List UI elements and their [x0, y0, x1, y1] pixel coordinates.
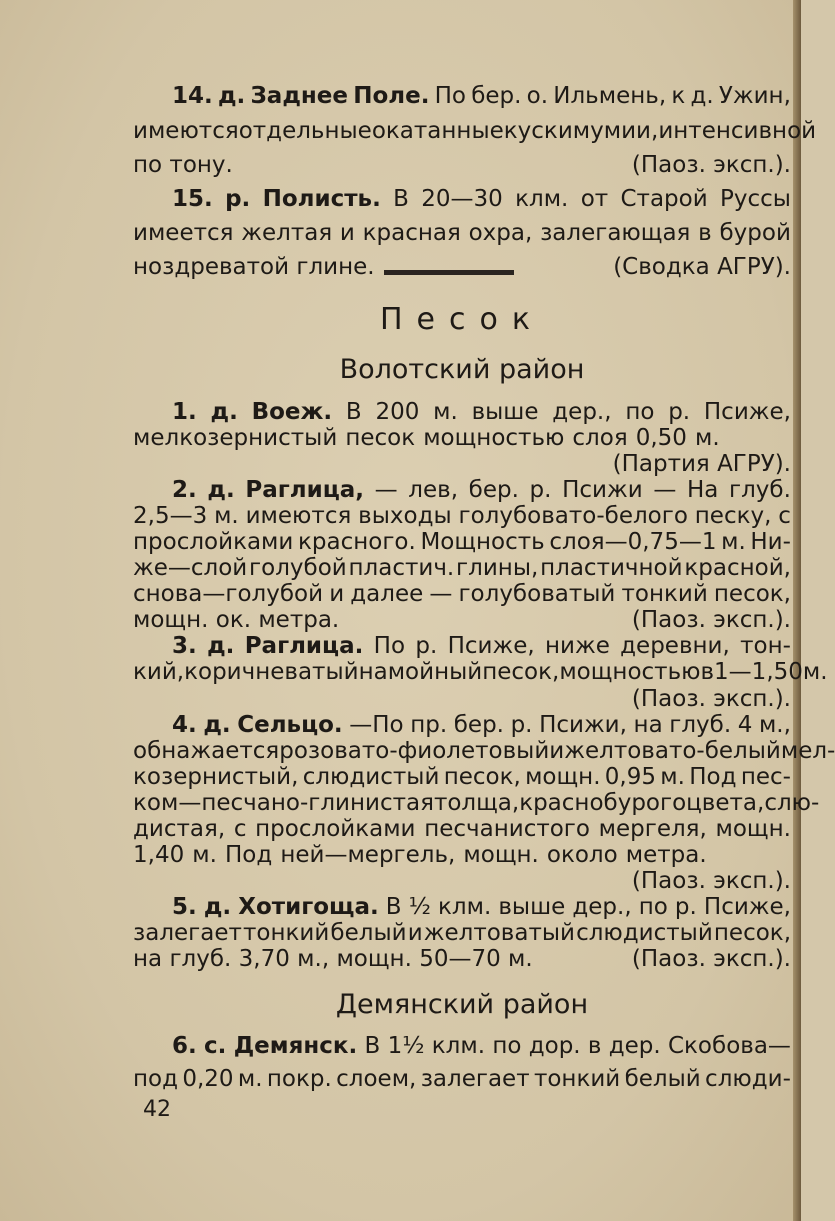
word: мелкозернистый [133, 425, 338, 451]
entry-heading-word: 4. [172, 712, 197, 738]
word: в [700, 659, 715, 685]
word: Псижи, [539, 712, 627, 738]
word: м., [758, 712, 791, 738]
word: о. [526, 83, 549, 109]
word: и [339, 220, 355, 246]
word: в [698, 220, 712, 246]
text-line [133, 1062, 791, 1096]
word: далее [350, 581, 424, 607]
word: Ужин, [718, 83, 791, 109]
word: м. [192, 842, 217, 868]
word: снова—голубой [133, 581, 324, 607]
word: мощностью [423, 425, 565, 451]
word: песчанистого [424, 816, 590, 842]
word: Под [689, 764, 737, 790]
entry-heading-word: 14. [172, 83, 213, 109]
word: красного. [298, 529, 416, 555]
word: выше [471, 399, 539, 425]
word: выходы [358, 503, 452, 529]
entry-heading-word: Раглица, [245, 477, 365, 503]
entry-heading-word: Полисть. [262, 186, 381, 212]
word: и [549, 738, 565, 764]
entry-heading-word: с. [204, 1033, 227, 1059]
word: В [385, 894, 402, 920]
word: клм. [438, 894, 492, 920]
word: к [671, 83, 686, 109]
word: белый [330, 920, 407, 946]
word: бурой [719, 220, 791, 246]
word: Псиже, [703, 399, 791, 425]
section-title: Песок [380, 302, 544, 337]
word: По [434, 83, 467, 109]
entry-heading-word: д. [207, 633, 235, 659]
word: мощностью [559, 659, 701, 685]
entry-heading-word: д. [217, 83, 246, 109]
word: краснобурого [519, 790, 687, 816]
word: дор. [528, 1033, 581, 1059]
word: тонкий [621, 581, 708, 607]
word: р. [529, 477, 552, 503]
word: р. [415, 633, 438, 659]
text-line [172, 1029, 791, 1063]
word: глины, [456, 555, 539, 581]
word: 1,40 [133, 842, 185, 868]
word: 200 [375, 399, 420, 425]
word: слоя [572, 425, 628, 451]
word: по [638, 894, 668, 920]
text-line [172, 79, 791, 113]
word: Мощность [420, 529, 545, 555]
word: прослойками [133, 529, 294, 555]
word: залегает [133, 920, 242, 946]
entry-heading-word: 6. [172, 1033, 197, 1059]
word: куски [503, 118, 573, 144]
entry-heading-word: Поле. [353, 83, 430, 109]
word: прослойками [255, 816, 416, 842]
word: Ильмень, [553, 83, 667, 109]
entry-heading-word: 2. [172, 477, 197, 503]
page-number: 42 [143, 1097, 171, 1122]
word: пластичной [540, 555, 683, 581]
word: кий, [133, 659, 185, 685]
entry-heading-word: Хотигоща. [238, 894, 379, 920]
word: намойный [358, 659, 483, 685]
entry-heading-word: 3. [172, 633, 197, 659]
word: ком—песчано-глинистая [133, 790, 434, 816]
word: мергеля, [598, 816, 707, 842]
word: розовато-фиолетовый [279, 738, 550, 764]
word: метра. [625, 842, 707, 868]
word: клм. [431, 1033, 486, 1059]
word: желтая [241, 220, 333, 246]
word: слюдистый [302, 764, 440, 790]
word: красной, [684, 555, 791, 581]
word: дер. [608, 1033, 661, 1059]
word: выше [498, 894, 566, 920]
word: — [429, 581, 453, 607]
word: Руссы [719, 186, 791, 212]
word: по [492, 1033, 522, 1059]
word: ней—мергель, [280, 842, 456, 868]
word: от [580, 186, 609, 212]
word: по [625, 399, 655, 425]
word: пес- [740, 764, 791, 790]
entry-heading-word: д. [207, 477, 235, 503]
word: м. [694, 425, 720, 451]
word: —По [349, 712, 404, 738]
word: р. [674, 894, 697, 920]
word: красная [362, 220, 461, 246]
text-line [133, 250, 791, 284]
word: ноздреватой глине. [133, 254, 375, 280]
word: 1½ [387, 1033, 425, 1059]
text-line [133, 114, 817, 148]
word: тонкий [533, 1066, 621, 1092]
entry-heading-word: Воеж. [251, 399, 333, 425]
word: м. [802, 659, 828, 685]
word: белый [624, 1066, 701, 1092]
word: мощн. ок. метра. [133, 607, 340, 633]
word: обнажается [133, 738, 280, 764]
word: м. [433, 399, 458, 425]
word: Псиже, [447, 633, 535, 659]
word: (Паоз. эксп.). [631, 946, 791, 972]
word: м. [214, 503, 239, 529]
word: Псижи [562, 477, 643, 503]
word: слю- [764, 790, 820, 816]
text-line [172, 182, 791, 216]
word: На [686, 477, 719, 503]
word: голубоватый [458, 581, 616, 607]
entry-heading-word: р. [225, 186, 251, 212]
word: пр. [410, 712, 448, 738]
word: р. [668, 399, 691, 425]
word: бер. [471, 83, 522, 109]
word: Старой [620, 186, 708, 212]
word: 4 [737, 712, 753, 738]
word: В [393, 186, 409, 212]
word: голубой [249, 555, 347, 581]
word: под [133, 1066, 179, 1092]
entry-heading-word: д. [203, 712, 231, 738]
word: ниже [544, 633, 610, 659]
text-line [133, 148, 791, 182]
word: клм. [515, 186, 569, 212]
word: дер., [552, 399, 612, 425]
word: м. [237, 1066, 263, 1092]
word: 0,20 [182, 1066, 234, 1092]
word: желтоватый [423, 920, 575, 946]
word: (Партия АГРУ). [612, 451, 791, 477]
word: залегает [420, 1066, 530, 1092]
word: отдельные [238, 118, 372, 144]
word: По [373, 633, 406, 659]
word: слоя—0,75—1 [549, 529, 717, 555]
word: д. [690, 83, 714, 109]
word: бер. [453, 712, 504, 738]
word: Скобова— [667, 1033, 791, 1059]
word: Ни- [750, 529, 791, 555]
word: песок, [713, 581, 791, 607]
word: в [587, 1033, 602, 1059]
word: с [778, 503, 791, 529]
word: песок, [443, 764, 521, 790]
word: интенсивной [658, 118, 817, 144]
word: пластич. [348, 555, 455, 581]
word: 0,50 [635, 425, 687, 451]
word: на глуб. 3,70 м., мощн. 50—70 м. [133, 946, 533, 972]
page-edge [793, 0, 801, 1221]
text-line [133, 942, 791, 976]
word: 2,5—3 [133, 503, 208, 529]
word: дер., [572, 894, 632, 920]
word: (Паоз. эксп.). [631, 607, 791, 633]
word: (Паоз. эксп.). [631, 686, 791, 712]
word: и [407, 920, 423, 946]
word: Под [224, 842, 273, 868]
word: и [329, 581, 345, 607]
word: песок [345, 425, 416, 451]
word: Псиже, [703, 894, 791, 920]
word: песок, [482, 659, 560, 685]
entry-heading-word: д. [203, 894, 232, 920]
entry-heading-word: д. [210, 399, 238, 425]
word: — [653, 477, 677, 503]
entry-heading-word: 5. [172, 894, 197, 920]
word: м. [721, 529, 746, 555]
word: слюди- [705, 1066, 791, 1092]
word: же—слой [133, 555, 248, 581]
district-heading: Демянский район [335, 989, 589, 1020]
word: р. [510, 712, 533, 738]
word: бер. [468, 477, 519, 503]
word: голубовато-белого [458, 503, 688, 529]
word: охра, [468, 220, 533, 246]
word: тон- [740, 633, 791, 659]
word: мумии, [572, 118, 659, 144]
word: (Паоз. эксп.). [631, 868, 791, 894]
word: тонкий [243, 920, 330, 946]
word: козернистый, [133, 764, 299, 790]
word: имеются [133, 118, 239, 144]
entry-heading-word: Раглица. [244, 633, 364, 659]
word: глуб. [669, 712, 732, 738]
word: 0,95 [604, 764, 657, 790]
word: лев, [408, 477, 459, 503]
word: залегающая [540, 220, 691, 246]
word: песку, [694, 503, 772, 529]
word: с [233, 816, 247, 842]
word: мощн. [525, 764, 601, 790]
word: желтовато-белый [564, 738, 781, 764]
word: окатанные [371, 118, 504, 144]
word: мощн. [463, 842, 539, 868]
word: слюдистый [576, 920, 713, 946]
entry-heading-word: Сельцо. [237, 712, 343, 738]
word: (Сводка АГРУ). [613, 254, 791, 280]
word: имеются [245, 503, 352, 529]
word: на [633, 712, 663, 738]
word: цвета, [686, 790, 765, 816]
word: по тону. [133, 152, 233, 178]
word: деревни, [620, 633, 730, 659]
word: (Паоз. эксп.). [631, 152, 791, 178]
word: песок, [713, 920, 791, 946]
word: дистая, [133, 816, 226, 842]
word: покр. [266, 1066, 332, 1092]
word: глуб. [728, 477, 791, 503]
word: около [546, 842, 618, 868]
entry-heading-word: 1. [172, 399, 197, 425]
word: мощн. [715, 816, 791, 842]
text-line [133, 216, 791, 250]
word: мел- [780, 738, 835, 764]
district-heading: Волотский район [339, 354, 585, 385]
entry-heading-word: Заднее [250, 83, 348, 109]
word: 20—30 [421, 186, 503, 212]
word: 1—1,50 [714, 659, 803, 685]
word: В [345, 399, 362, 425]
word: В [364, 1033, 381, 1059]
word: слоем, [336, 1066, 417, 1092]
word: имеется [133, 220, 234, 246]
word: — [374, 477, 398, 503]
word: толща, [433, 790, 520, 816]
word: ½ [408, 894, 431, 920]
entry-heading-word: Демянск. [233, 1033, 358, 1059]
entry-heading-word: 15. [172, 186, 213, 212]
word: м. [660, 764, 685, 790]
word: коричневатый [184, 659, 359, 685]
